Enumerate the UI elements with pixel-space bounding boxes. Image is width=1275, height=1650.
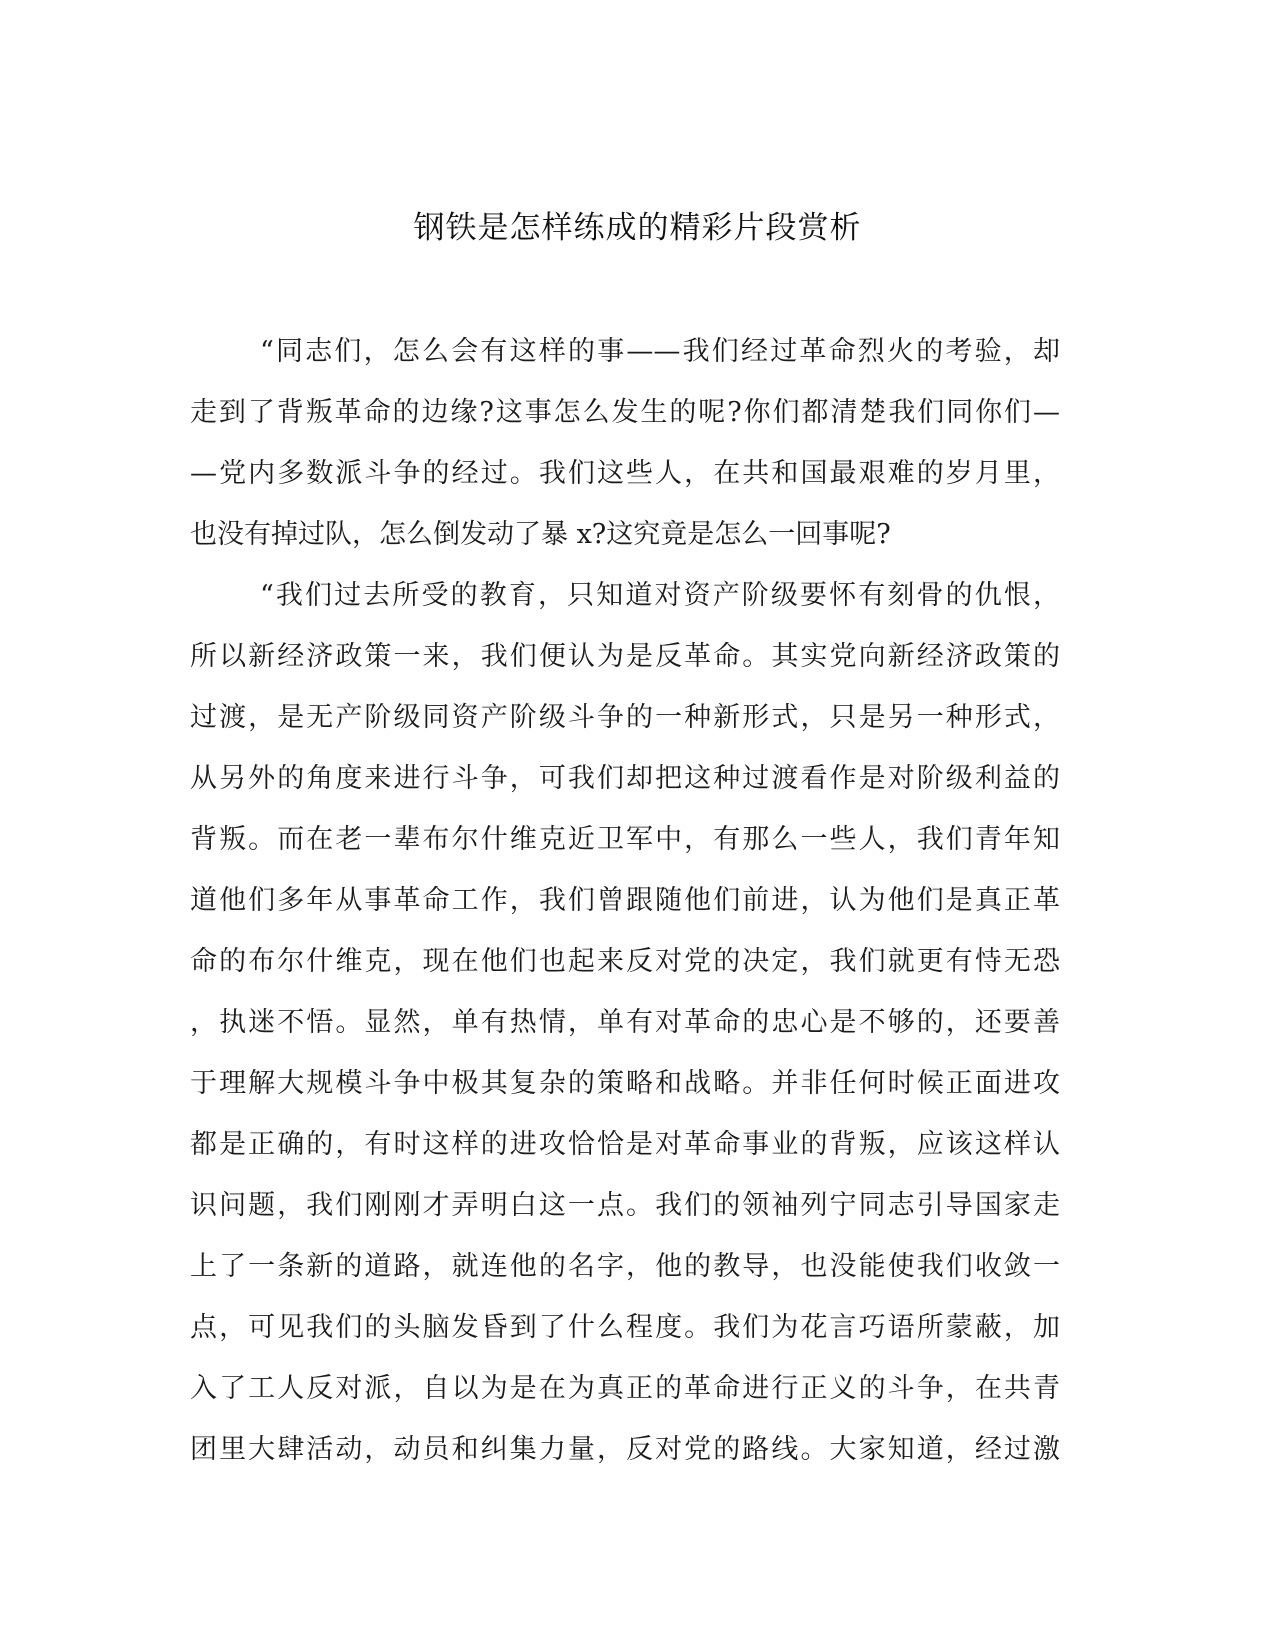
paragraph-2 bbox=[190, 574, 1060, 1489]
text-line: 背叛。而在老一辈布尔什维克近卫军中，有那么一些人，我们青年知 bbox=[190, 824, 1060, 855]
paragraph-1 bbox=[190, 330, 1060, 574]
text-line: 过渡，是无产阶级同资产阶级斗争的一种新形式，只是另一种形式， bbox=[190, 702, 1060, 733]
text-line: ，执迷不悟。显然，单有热情，单有对革命的忠心是不够的，还要善 bbox=[190, 1007, 1060, 1038]
text-line: 团里大肆活动，动员和纠集力量，反对党的路线。大家知道，经过激 bbox=[190, 1434, 1060, 1465]
text-line: 命的布尔什维克，现在他们也起来反对党的决定，我们就更有恃无恐 bbox=[190, 946, 1060, 977]
document-title: 钢铁是怎样练成的精彩片段赏析 bbox=[413, 210, 862, 246]
text-line: 也没有掉过队，怎么倒发动了暴 x?这究竟是怎么一回事呢? bbox=[190, 519, 891, 550]
text-line: 入了工人反对派，自以为是在为真正的革命进行正义的斗争，在共青 bbox=[190, 1373, 1060, 1404]
text-line: —党内多数派斗争的经过。我们这些人，在共和国最艰难的岁月里， bbox=[190, 458, 1060, 489]
text-line: 道他们多年从事革命工作，我们曾跟随他们前进，认为他们是真正革 bbox=[190, 885, 1060, 916]
text-line: 都是正确的，有时这样的进攻恰恰是对革命事业的背叛，应该这样认 bbox=[190, 1129, 1060, 1160]
text-line: 走到了背叛革命的边缘?这事怎么发生的呢?你们都清楚我们同你们— bbox=[190, 397, 1060, 428]
text-line: “我们过去所受的教育，只知道对资产阶级要怀有刻骨的仇恨， bbox=[260, 580, 1060, 611]
text-line: 识问题，我们刚刚才弄明白这一点。我们的领袖列宁同志引导国家走 bbox=[190, 1190, 1060, 1221]
text-line: 点，可见我们的头脑发昏到了什么程度。我们为花言巧语所蒙蔽，加 bbox=[190, 1312, 1060, 1343]
text-line: 从另外的角度来进行斗争，可我们却把这种过渡看作是对阶级利益的 bbox=[190, 763, 1060, 794]
text-line: 上了一条新的道路，就连他的名字，他的教导，也没能使我们收敛一 bbox=[190, 1251, 1060, 1282]
document-body bbox=[190, 330, 1060, 1489]
text-line: 于理解大规模斗争中极其复杂的策略和战略。并非任何时候正面进攻 bbox=[190, 1068, 1060, 1099]
text-line: 所以新经济政策一来，我们便认为是反革命。其实党向新经济政策的 bbox=[190, 641, 1060, 672]
text-line: “同志们，怎么会有这样的事——我们经过革命烈火的考验，却 bbox=[260, 336, 1060, 367]
